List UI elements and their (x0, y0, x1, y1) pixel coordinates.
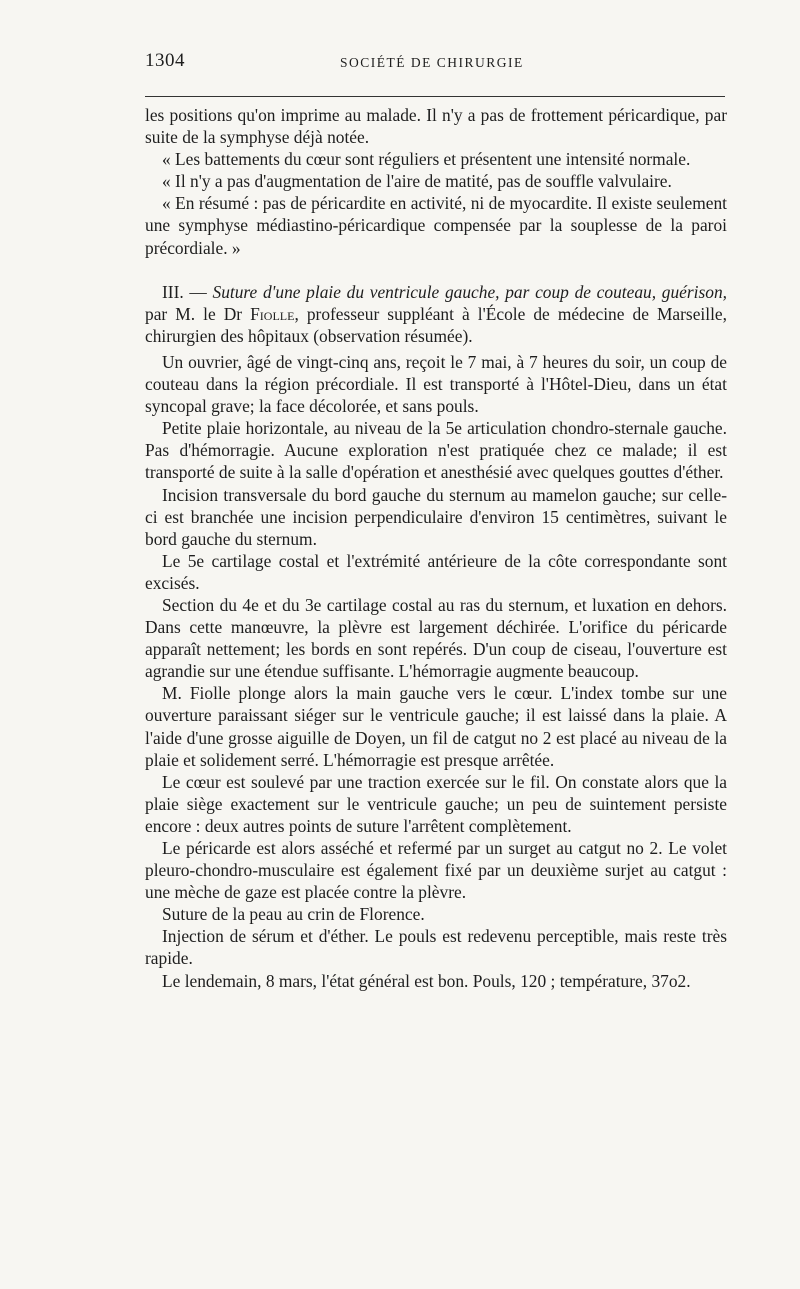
page-number: 1304 (145, 50, 185, 71)
observation-paragraph: Le péricarde est alors asséché et refermé par un surget au catgut no 2. Le volet pleuro-chondro-musculaire est également fixé par un deuxième surjet au catgut : une mèche de gaze est placée contre la plèvre. (145, 838, 727, 903)
header-rule (145, 96, 725, 97)
section-heading (145, 281, 727, 347)
observation-paragraph: Injection de sérum et d'éther. Le pouls est redevenu perceptible, mais reste très rapide. (145, 926, 727, 969)
paragraph-quote-2: « Il n'y a pas d'augmentation de l'aire de matité, pas de souffle valvulaire. (162, 171, 672, 192)
page-header (145, 50, 725, 84)
paragraph-continued: les positions qu'on imprime au malade. Il n'y a pas de frottement péricardique, par suite de la symphyse déjà notée. (145, 105, 727, 148)
observation-paragraph: Un ouvrier, âgé de vingt-cinq ans, reçoit le 7 mai, à 7 heures du soir, un coup de couteau dans la région précordiale. Il est transporté à l'Hôtel-Dieu, dans un état syncopal grave; la face décolorée, et sans pouls. (145, 351, 727, 417)
observation-paragraph: M. Fiolle plonge alors la main gauche vers le cœur. L'index tombe sur une ouverture paraissant siéger sur le ventricule gauche; il est laissé dans la plaie. A l'aide d'une grosse aiguille de Doyen, un fil de catgut no 2 est placé au niveau de la plaie et solidement serré. L'hémorragie est presque arrêtée. (145, 683, 727, 770)
observation-paragraph: Suture de la peau au crin de Florence. (162, 904, 425, 925)
observation-paragraph: Section du 4e et du 3e cartilage costal au ras du sternum, et luxation en dehors. Dans cette manœuvre, la plèvre est largement déchirée. L'orifice du péricarde apparaît nettement; les bords en sont repérés. D'un coup de ciseau, l'ouverture est agrandie sur une étendue suffisante. L'hémorragie augmente beaucoup. (145, 594, 727, 682)
paragraph-quote-1: « Les battements du cœur sont réguliers et présentent une intensité normale. (162, 149, 691, 170)
running-title: SOCIÉTÉ DE CHIRURGIE (340, 55, 524, 70)
section-author: Fiolle (250, 303, 295, 324)
paragraph-quote-3: « En résumé : pas de péricardite en activité, ni de myocardite. Il existe seulement une symphyse médiastino-péricardique compensée par la souplesse de la paroi précordiale. » (145, 193, 727, 258)
section-by: par M. le Dr (145, 303, 243, 324)
article-body (145, 104, 727, 992)
observation-paragraph: Le 5e cartilage costal et l'extrémité antérieure de la côte correspondante sont excisés. (145, 550, 727, 593)
section-number: III. — (162, 281, 207, 302)
observation-paragraph: Le cœur est soulevé par une traction exercée sur le fil. On constate alors que la plaie siège exactement sur le ventricule gauche; un peu de suintement persiste encore : deux autres points de suture l'arrêtent complètement. (145, 771, 727, 836)
observation-paragraph: Le lendemain, 8 mars, l'état général est bon. Pouls, 120 ; température, 37o2. (162, 970, 691, 991)
section-affiliation: , professeur suppléant à l'École de médecine de Marseille, chirurgien des hôpitaux (observation résumée). (145, 303, 727, 346)
observation-paragraph: Incision transversale du bord gauche du sternum au mamelon gauche; sur celle-ci est branchée une incision perpendiculaire d'environ 15 centimètres, suivant le bord gauche du sternum. (145, 484, 727, 549)
section-title: Suture d'une plaie du ventricule gauche, par coup de couteau, guérison, (212, 281, 727, 302)
observation-paragraph: Petite plaie horizontale, au niveau de la 5e articulation chondro-sternale gauche. Pas d'hémorragie. Aucune exploration n'est pratiquée chez ce malade; il est transporté de suite à la salle d'opération et anesthésié avec quelques gouttes d'éther. (145, 418, 727, 483)
